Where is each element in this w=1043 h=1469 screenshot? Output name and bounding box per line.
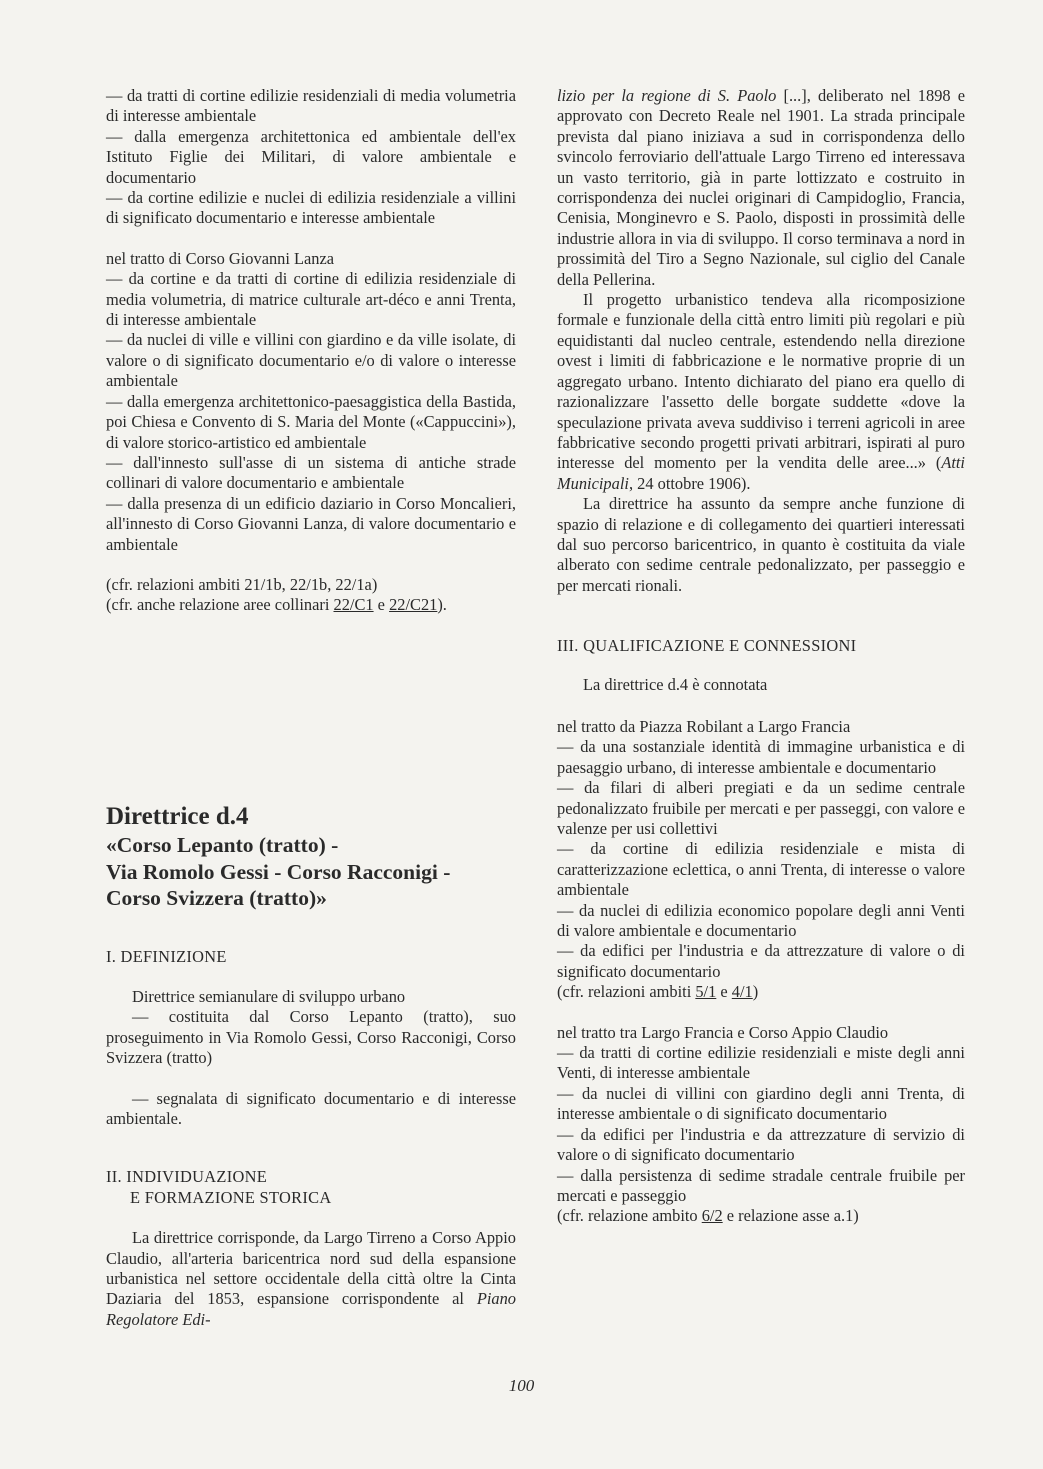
tract-item: — da nuclei di villini con giardino degli anni Trenta, di interesse ambientale o di significato documentario <box>557 1083 965 1124</box>
page-number: 100 <box>508 1376 535 1395</box>
cfr-text: e <box>716 982 732 1002</box>
paragraph-text: [...], deliberato nel 1898 e approvato con Decreto Reale nel 1901. La strada principale prevista dal piano iniziava a sud in corrispondenza dello svincolo ferroviario dell'attuale Largo Tirreno ed interessava un vasto territorio, già in parte lottizzato e costruito in corrispondenza dei nuclei originari di Campidoglio, Francia, Cenisia, Monginevro e S. Paolo, disposti in prossimità delle industrie allora in via di sviluppo. Il corso terminava a nord in prossimità del Tiro a Segno Nazionale, sul ciglio del Canale della Pellerina. <box>557 86 965 289</box>
paragraph-italic: Piano Regolatore Edi- <box>106 1289 516 1329</box>
cfr-reference <box>557 1206 965 1226</box>
page-title: Direttrice d.4 <box>106 803 249 830</box>
left-item: — dall'innesto sull'asse di un sistema di antiche strade collinari di valore documentario e ambientale <box>106 452 516 493</box>
paragraph-text: , 24 ottobre 1906). <box>628 473 751 493</box>
section-intro: La direttrice d.4 è connotata <box>583 674 768 694</box>
tract-item: — da filari di alberi pregiati e da un sedime centrale pedonalizzato fruibile per mercati e per passeggi, con valore e valenze per usi collettivi <box>557 778 965 838</box>
left-column <box>106 86 516 616</box>
history-paragraph <box>557 290 965 494</box>
tract-item: — da una sostanziale identità di immagine urbanistica e di paesaggio urbano, di interesse ambientale e documentario <box>557 737 965 777</box>
cfr-reference: (cfr. relazioni ambiti 21/1b, 22/1b, 22/1a) <box>106 574 378 594</box>
tract-item: — dalla persistenza di sedime stradale centrale fruibile per mercati e passeggio <box>557 1165 965 1205</box>
cfr-reference <box>106 595 516 615</box>
left-item: — dalla emergenza architettonico-paesaggistica della Bastida, poi Chiesa e Convento di S. Maria del Monte («Cappuccini»), di valore storico-artistico ed ambientale <box>106 391 516 452</box>
paragraph-italic: Atti Municipali <box>557 453 965 493</box>
cfr-text: ) <box>752 982 759 1002</box>
cfr-link: 6/2 <box>701 1206 723 1226</box>
section-title: E FORMAZIONE STORICA <box>130 1187 332 1207</box>
subtitle-line: «Corso Lepanto (tratto) - <box>106 833 339 857</box>
definition-paragraph: — costituita dal Corso Lepanto (tratto), suo proseguimento in Via Romolo Gessi, Corso Racconigi, Corso Svizzera (tratto) <box>106 1007 516 1068</box>
tract-item: — da nuclei di edilizia economico popolare degli anni Venti di valore ambientale e documentario <box>557 900 965 941</box>
left-item: — da nuclei di ville e villini con giardino e da ville isolate, di valore o di significato documentario e/o di valore o interesse ambientale <box>106 330 516 391</box>
cfr-reference <box>557 982 965 1002</box>
left-item: — dalla presenza di un edificio daziario in Corso Moncalieri, all'innesto di Corso Giovanni Lanza, di valore documentario e ambientale <box>106 493 516 554</box>
paragraph-text: La direttrice corrisponde, da Largo Tirreno a Corso Appio Claudio, all'arteria baricentrica nord sud della espansione urbanistica nel settore occidentale della città oltre la Cinta Daziaria del 1853, espansione corrispondente al <box>106 1228 516 1309</box>
history-paragraph <box>106 1228 516 1330</box>
history-paragraph: La direttrice ha assunto da sempre anche funzione di spazio di relazione e di collegamento dei quartieri interessati dal suo percorso baricentrico, in quanto è costituita da viale alberato con sedime centrale pedonalizzato, per passeggio e per mercati rionali. <box>557 494 965 595</box>
cfr-text: ). <box>437 595 447 615</box>
tract-item: — da edifici per l'industria e da attrezzature di valore o di significato documentario <box>557 941 965 981</box>
cfr-text: e relazione asse a.1) <box>722 1206 859 1226</box>
direttrice-block <box>106 802 516 1330</box>
section-title: II. INDIVIDUAZIONE <box>106 1167 268 1187</box>
definition-paragraph: — segnalata di significato documentario e di interesse ambientale. <box>106 1088 516 1128</box>
cfr-link: 22/C21 <box>389 595 438 615</box>
subtitle-line: Via Romolo Gessi - Corso Racconigi - <box>106 859 451 884</box>
section-title: III. QUALIFICAZIONE E CONNESSIONI <box>557 636 857 656</box>
section-title: I. DEFINIZIONE <box>106 946 227 966</box>
left-item: — da cortine edilizie e nuclei di edilizia residenziale a villini di significato documentario e interesse ambientale <box>106 188 516 228</box>
tract-item: — da edifici per l'industria e da attrezzature di servizio di valore o di significato documentario <box>557 1124 965 1165</box>
left-item: — da cortine e da tratti di cortine di edilizia residenziale di media volumetria, di matrice culturale art-déco e anni Trenta, di interesse ambientale <box>106 269 516 330</box>
cfr-text: (cfr. anche relazione aree collinari <box>106 595 334 615</box>
left-item: — dalla emergenza architettonica ed ambientale dell'ex Istituto Figlie dei Militari, di valore ambientale e documentario <box>106 126 516 187</box>
lanza-heading: nel tratto di Corso Giovanni Lanza <box>106 248 335 268</box>
paragraph-text: Il progetto urbanistico tendeva alla ricomposizione formale e funzionale della città entro limiti più regolari e più equidistanti dal nucleo centrale, estendendo nella direzione ovest i limiti di fabbricazione e le normative proprie di un aggregato urbano. Intento dichiarato del piano era quello di razionalizzare l'assetto delle borgate suddette «dove la speculazione privata aveva suddiviso i terreni agricoli in aree fabbricative secondo progetti privati arbitrari, ispirati al puro interesse del momento per la vendita delle aree...» ( <box>557 290 965 473</box>
cfr-text: e <box>373 595 390 615</box>
right-column <box>557 86 965 1227</box>
cfr-text: (cfr. relazioni ambiti <box>557 982 696 1002</box>
cfr-text: (cfr. relazione ambito <box>557 1206 702 1226</box>
paragraph-italic: lizio per la regione di S. Paolo <box>557 86 777 105</box>
cfr-link: 4/1 <box>731 982 753 1002</box>
tract-item: — da cortine di edilizia residenziale e mista di caratterizzazione eclettica, o anni Trenta, di interesse o valore ambientale <box>557 839 965 900</box>
cfr-link: 5/1 <box>695 982 717 1002</box>
history-paragraph <box>557 86 965 290</box>
subtitle-line: Corso Svizzera (tratto)» <box>106 886 327 910</box>
tract-item: — da tratti di cortine edilizie residenziali e miste degli anni Venti, di interesse ambientale <box>557 1043 965 1083</box>
definition-paragraph: Direttrice semianulare di sviluppo urbano <box>132 986 406 1006</box>
cfr-link: 22/C1 <box>333 595 374 615</box>
tract-heading: nel tratto tra Largo Francia e Corso Appio Claudio <box>557 1022 889 1042</box>
tract-heading: nel tratto da Piazza Robilant a Largo Francia <box>557 716 851 736</box>
left-item: — da tratti di cortine edilizie residenziali di media volumetria di interesse ambientale <box>106 86 516 126</box>
